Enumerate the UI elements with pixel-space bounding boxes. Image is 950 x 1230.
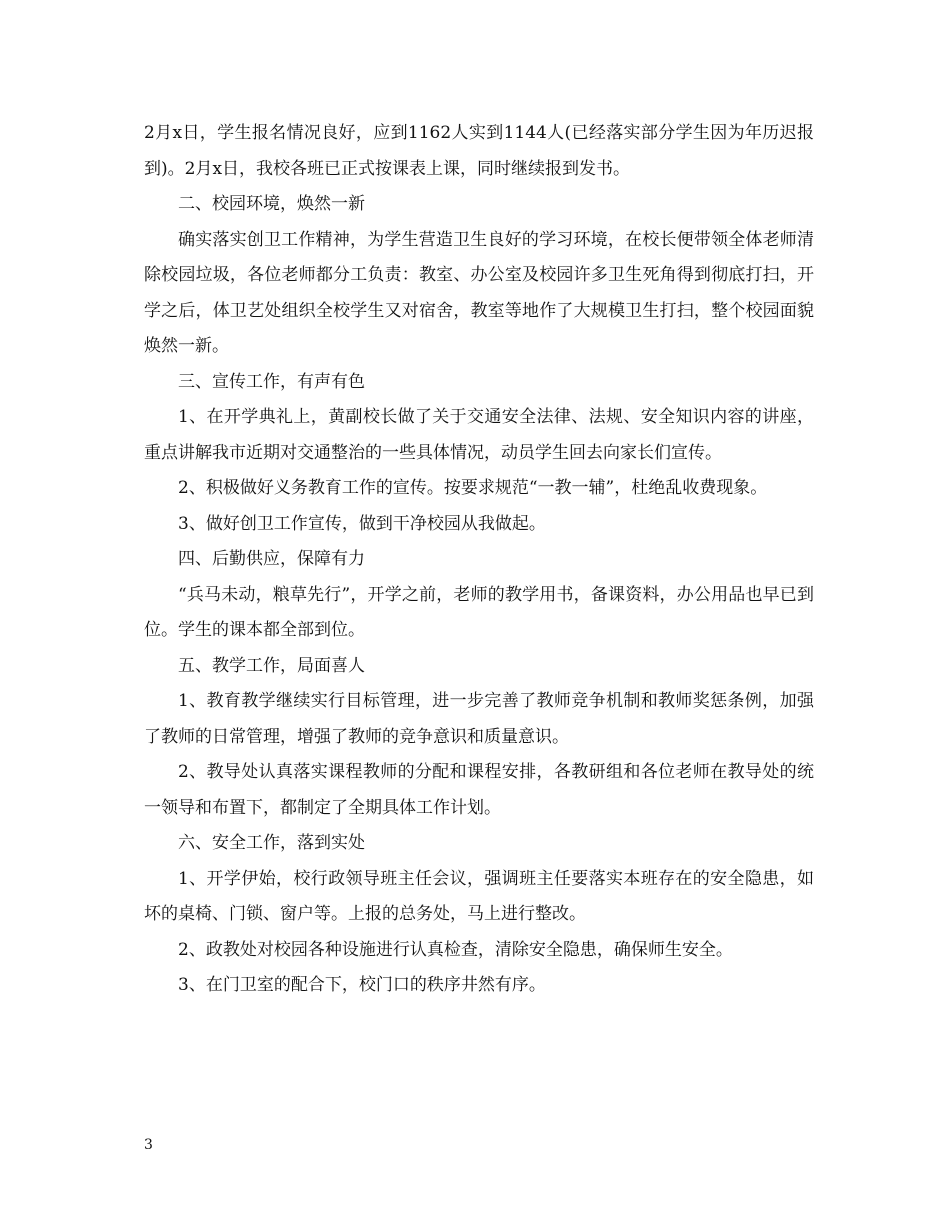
paragraph-14: 1、开学伊始，校行政领导班主任会议，强调班主任要落实本班存在的安全隐患，如坏的桌椅、门锁、窗户等。上报的总务处，马上进行整改。 (144, 868, 814, 924)
paragraph-3: 确实落实创卫工作精神，为学生营造卫生良好的学习环境，在校长便带领全体老师清除校园垃圾，各位老师都分工负责：教室、办公室及校园许多卫生死角得到彻底打扫，开学之后，体卫艺处组织全校学生又对宿舍，教室等地作了大规模卫生打扫，整个校园面貌焕然一新。 (144, 229, 814, 356)
section-heading-2: 二、校园环境，焕然一新 (178, 194, 365, 214)
paragraph-1: 2月x日，学生报名情况良好，应到1162人实到1144人(已经落实部分学生因为年历迟报到)。2月x日，我校各班已正式按课表上课，同时继续报到发书。 (144, 123, 814, 179)
paragraph-16: 3、在门卫室的配合下，校门口的秩序井然有序。 (178, 975, 546, 995)
section-heading-5: 五、教学工作，局面喜人 (178, 655, 365, 676)
paragraph-7: 3、做好创卫工作宣传，做到干净校园从我做起。 (178, 513, 546, 534)
paragraph-11: 1、教育教学继续实行目标管理，进一步完善了教师竞争机制和教师奖惩条例，加强了教师的日常管理，增强了教师的竞争意识和质量意识。 (144, 691, 814, 747)
section-heading-3: 三、宣传工作，有声有色 (178, 371, 365, 392)
paragraph-6: 2、积极做好义务教育工作的宣传。按要求规范“一教一辅”，杜绝乱收费现象。 (178, 478, 768, 498)
paragraph-9: “兵马未动，粮草先行”，开学之前，老师的教学用书，备课资料，办公用品也早已到位。学生的课本都全部到位。 (144, 584, 814, 640)
paragraph-15: 2、政教处对校园各种设施进行认真检查，清除安全隐患，确保师生安全。 (178, 939, 733, 960)
section-heading-4: 四、后勤供应，保障有力 (178, 549, 365, 569)
section-heading-6: 六、安全工作，落到实处 (178, 833, 365, 853)
document-body (144, 116, 814, 1004)
page-number: 3 (144, 1137, 153, 1153)
paragraph-12: 2、教导处认真落实课程教师的分配和课程安排，各教研组和各位老师在教导处的统一领导和布置下，都制定了全期具体工作计划。 (144, 762, 814, 818)
paragraph-5: 1、在开学典礼上，黄副校长做了关于交通安全法律、法规、安全知识内容的讲座，重点讲解我市近期对交通整治的一些具体情况，动员学生回去向家长们宣传。 (144, 407, 814, 463)
